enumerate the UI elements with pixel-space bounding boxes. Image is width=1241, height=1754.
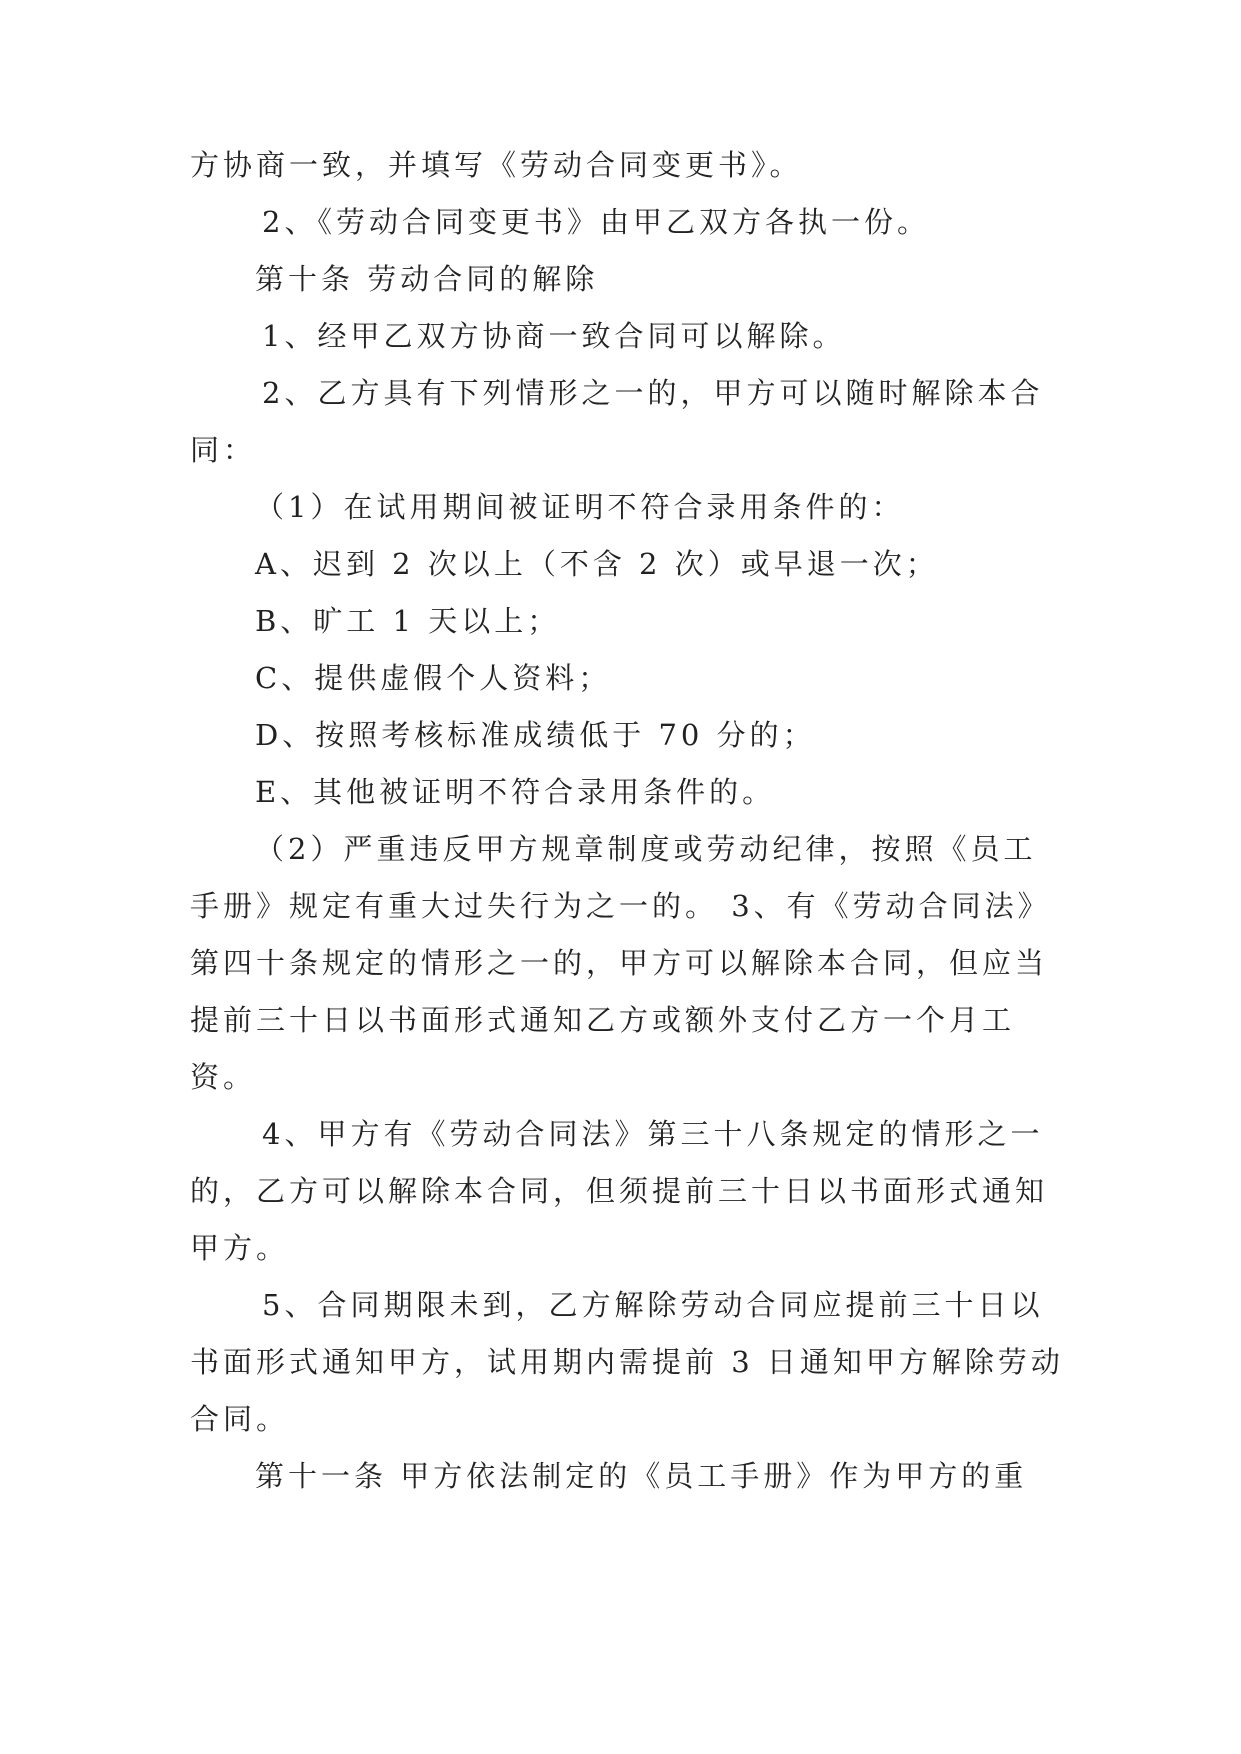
text-line: 5、合同期限未到，乙方解除劳动合同应提前三十日以	[262, 1288, 1044, 1322]
section-heading: 第十一条 甲方依法制定的《员工手册》作为甲方的重	[255, 1459, 1028, 1493]
list-item: D、按照考核标准成绩低于 70 分的；	[255, 718, 816, 752]
text-line: 提前三十日以书面形式通知乙方或额外支付乙方一个月工	[190, 1003, 1016, 1037]
text-line: 2、《劳动合同变更书》由甲乙双方各执一份。	[262, 205, 930, 239]
text-line: 4、甲方有《劳动合同法》第三十八条规定的情形之一	[262, 1117, 1044, 1151]
text-line: （2）严重违反甲方规章制度或劳动纪律，按照《员工	[255, 832, 1037, 866]
text-line: （1）在试用期间被证明不符合录用条件的：	[255, 490, 905, 524]
text-line: 合同。	[190, 1402, 290, 1436]
text-line: 的，乙方可以解除本合同，但须提前三十日以书面形式通知	[190, 1174, 1049, 1208]
text-line: 同：	[190, 433, 257, 467]
text-line: 甲方。	[190, 1231, 290, 1265]
section-heading: 第十条 劳动合同的解除	[255, 262, 599, 296]
list-item: A、迟到 2 次以上（不含 2 次）或早退一次；	[255, 547, 939, 581]
text-line: 第四十条规定的情形之一的，甲方可以解除本合同，但应当	[190, 946, 1049, 980]
text-line: 方协商一致，并填写《劳动合同变更书》。	[190, 148, 803, 182]
text-line: 1、经甲乙双方协商一致合同可以解除。	[262, 319, 846, 353]
list-item: E、其他被证明不符合录用条件的。	[255, 775, 776, 809]
text-line: 书面形式通知甲方，试用期内需提前 3 日通知甲方解除劳动	[190, 1345, 1064, 1379]
text-line: 手册》规定有重大过失行为之一的。 3、有《劳动合同法》	[190, 889, 1051, 923]
list-item: C、提供虚假个人资料；	[255, 661, 612, 695]
text-line: 2、乙方具有下列情形之一的，甲方可以随时解除本合	[262, 376, 1044, 410]
list-item: B、旷工 1 天以上；	[255, 604, 561, 638]
text-line: 资。	[190, 1060, 257, 1094]
